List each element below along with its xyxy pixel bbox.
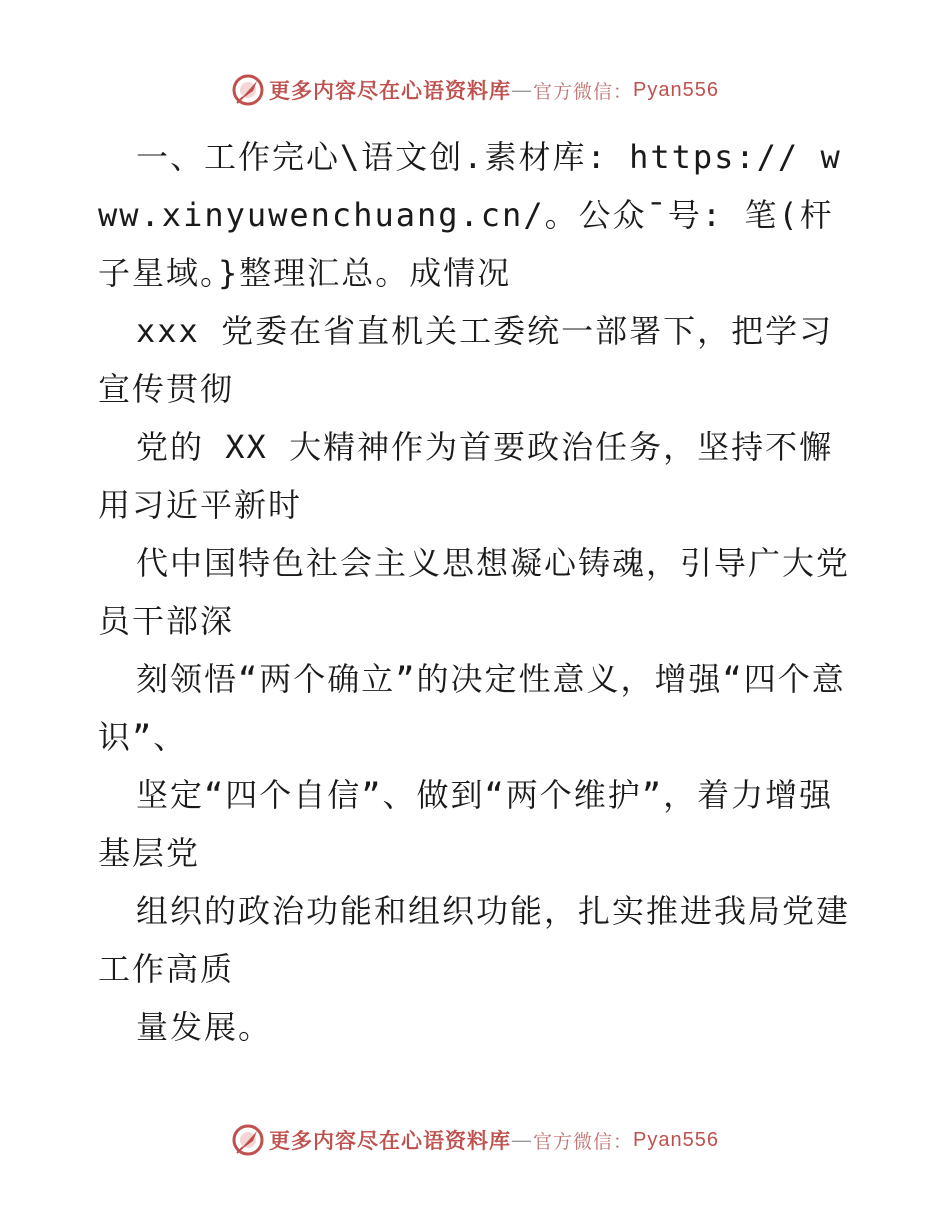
document-body [98,120,858,1056]
paragraph: 量发展。 [136,1008,273,1046]
quill-logo-icon [231,73,265,107]
header-watermark-banner [0,70,950,110]
paragraph: xxx 党委在省直机关工委统一部署下，把学习宣传贯彻 [98,312,834,408]
banner-wechat-id: Pyan556 [633,78,719,101]
quill-logo-icon [231,1123,265,1157]
banner-label: 官方微信： [533,80,634,103]
banner-wechat-id: Pyan556 [633,1128,719,1151]
banner-title: 更多内容尽在心语资料库 [269,78,511,103]
banner-separator: — [511,78,533,102]
paragraph: 代中国特色社会主义思想凝心铸魂，引导广大党员干部深 [98,544,851,640]
paragraph: 刻领悟“两个确立”的决定性意义，增强“四个意识”、 [98,660,846,756]
banner-label: 官方微信： [533,1130,634,1153]
banner-separator: — [511,1128,533,1152]
paragraph-heading: 一、工作完心\语文创.素材库: https:// www.xinyuwenchuang.cn/。公众¯号: 笔(杆子星域。}整理汇总。成情况 [98,138,842,292]
paragraph: 党的 XX 大精神作为首要政治任务，坚持不懈用习近平新时 [98,428,834,524]
banner-title: 更多内容尽在心语资料库 [269,1128,511,1153]
footer-watermark-banner [0,1120,950,1160]
paragraph: 组织的政治功能和组织功能，扎实推进我局党建工作高质 [98,892,851,988]
paragraph: 坚定“四个自信”、做到“两个维护”，着力增强基层党 [98,776,834,872]
